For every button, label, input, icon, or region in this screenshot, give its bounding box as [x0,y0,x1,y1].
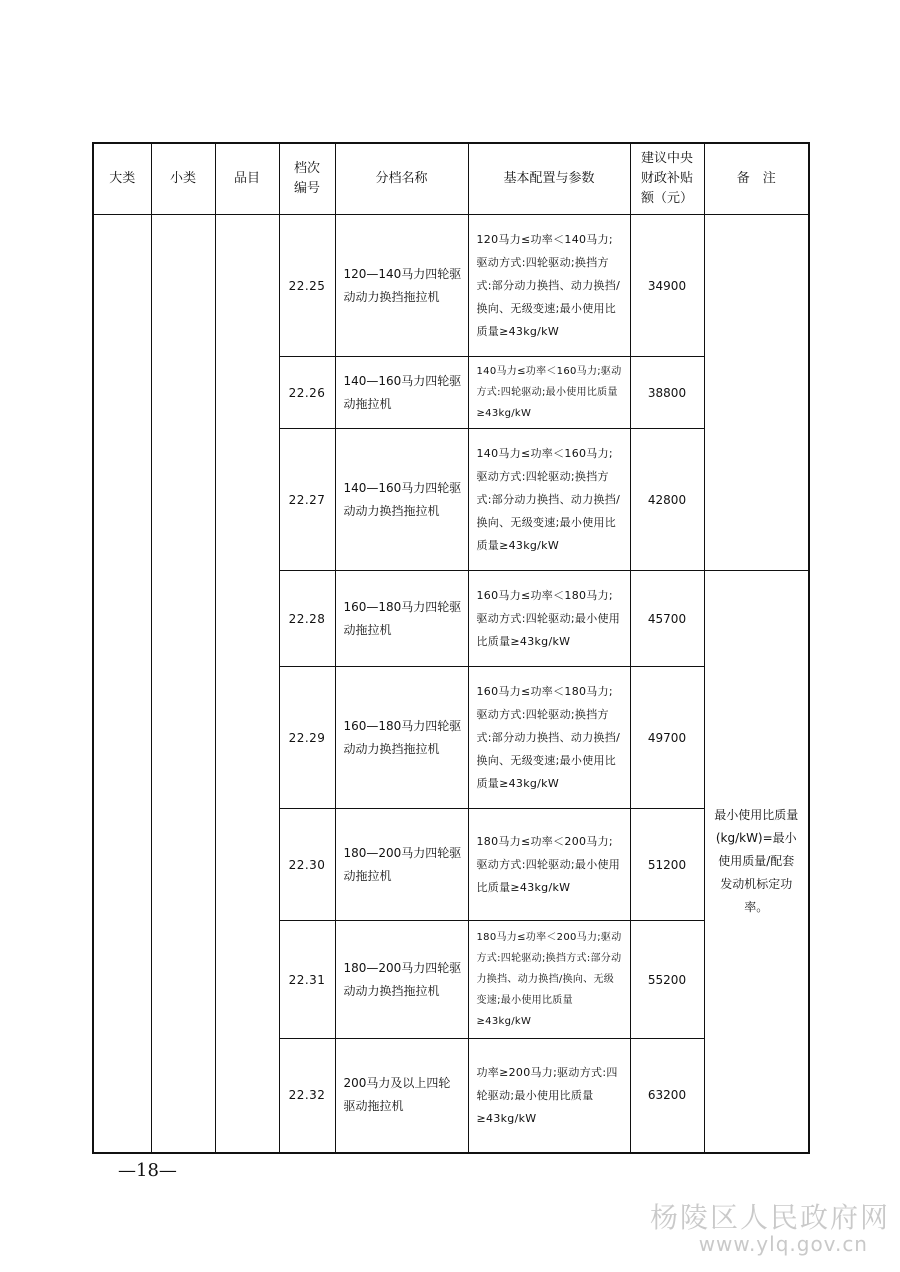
remark-cell-empty [704,215,809,571]
row-amount: 49700 [630,667,704,809]
row-amount: 34900 [630,215,704,357]
row-code: 22.25 [279,215,335,357]
table-row [93,215,809,357]
row-config: 功率≥200马力;驱动方式:四轮驱动;最小使用比质量≥43kg/kW [468,1039,630,1153]
row-config: 160马力≤功率＜180马力;驱动方式:四轮驱动;最小使用比质量≥43kg/kW [468,571,630,667]
row-config: 140马力≤功率＜160马力;驱动方式:四轮驱动;最小使用比质量≥43kg/kW [468,357,630,429]
row-config: 160马力≤功率＜180马力;驱动方式:四轮驱动;换挡方式:部分动力换挡、动力换挡/换向、无级变速;最小使用比质量≥43kg/kW [468,667,630,809]
row-amount: 55200 [630,921,704,1039]
row-code: 22.27 [279,429,335,571]
header-item: 品目 [215,143,279,215]
header-name: 分档名称 [335,143,468,215]
item-cell [215,215,279,1153]
header-config: 基本配置与参数 [468,143,630,215]
row-name: 160—180马力四轮驱动拖拉机 [335,571,468,667]
remark-note: 最小使用比质量(kg/kW)=最小使用质量/配套发动机标定功率。 [704,571,809,1153]
row-amount: 51200 [630,809,704,921]
subcategory-cell [151,215,215,1153]
row-amount: 42800 [630,429,704,571]
row-amount: 63200 [630,1039,704,1153]
row-amount: 38800 [630,357,704,429]
row-amount: 45700 [630,571,704,667]
row-name: 140—160马力四轮驱动动力换挡拖拉机 [335,429,468,571]
watermark-url: www.ylq.gov.cn [698,1232,868,1256]
watermark-site-name: 杨陵区人民政府网 [649,1201,890,1234]
row-config: 120马力≤功率＜140马力;驱动方式:四轮驱动;换挡方式:部分动力换挡、动力换挡/换向、无级变速;最小使用比质量≥43kg/kW [468,215,630,357]
row-name: 160—180马力四轮驱动动力换挡拖拉机 [335,667,468,809]
row-code: 22.28 [279,571,335,667]
row-config: 140马力≤功率＜160马力;驱动方式:四轮驱动;换挡方式:部分动力换挡、动力换挡/换向、无级变速;最小使用比质量≥43kg/kW [468,429,630,571]
row-name: 180—200马力四轮驱动拖拉机 [335,809,468,921]
category-cell [93,215,151,1153]
row-code: 22.30 [279,809,335,921]
row-config: 180马力≤功率＜200马力;驱动方式:四轮驱动;最小使用比质量≥43kg/kW [468,809,630,921]
row-code: 22.26 [279,357,335,429]
row-name: 140—160马力四轮驱动拖拉机 [335,357,468,429]
row-code: 22.29 [279,667,335,809]
row-name: 200马力及以上四轮驱动拖拉机 [335,1039,468,1153]
row-name: 180—200马力四轮驱动动力换挡拖拉机 [335,921,468,1039]
header-subsidy: 建议中央财政补贴额（元） [630,143,704,215]
header-code: 档次编号 [279,143,335,215]
header-row [93,143,809,215]
row-name: 120—140马力四轮驱动动力换挡拖拉机 [335,215,468,357]
header-remark: 备 注 [704,143,809,215]
row-code: 22.32 [279,1039,335,1153]
subsidy-table [92,142,810,1154]
row-config: 180马力≤功率＜200马力;驱动方式:四轮驱动;换挡方式:部分动力换挡、动力换挡/换向、无级变速;最小使用比质量≥43kg/kW [468,921,630,1039]
row-code: 22.31 [279,921,335,1039]
header-category: 大类 [93,143,151,215]
page-number: —18— [118,1160,177,1181]
header-subcategory: 小类 [151,143,215,215]
